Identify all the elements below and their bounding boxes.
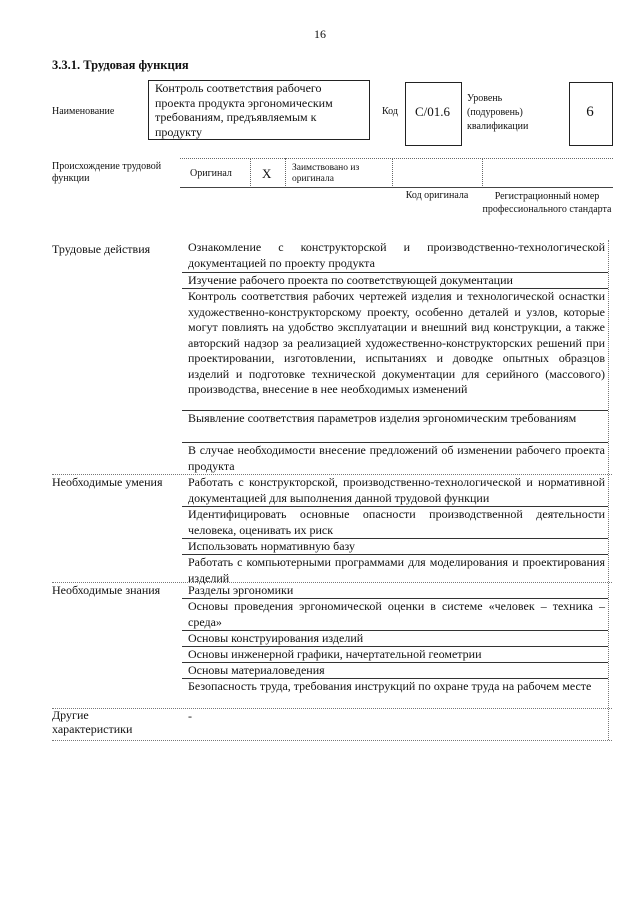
knowledge-item: Основы проведения эргономической оценки в системе «человек – техника – среда»	[188, 599, 605, 629]
knowledge-item: Основы конструирования изделий	[188, 631, 364, 645]
code-value: C/01.6	[414, 104, 451, 119]
table-bottom-line	[52, 740, 612, 741]
origin-separator	[285, 158, 286, 186]
knowledge-item: Разделы эргономики	[188, 583, 294, 597]
origin-row	[180, 158, 613, 188]
origin-borrowed: Заимствовано из оригинала	[292, 163, 360, 184]
original-code-label: Код оригинала	[405, 190, 469, 201]
knowledge-label: Необходимые знания	[52, 583, 161, 597]
knowledge-item: Основы материаловедения	[188, 663, 325, 677]
registration-number-label: Регистрационный номер профессионального стандарта	[482, 191, 612, 215]
table-right-border	[608, 240, 609, 740]
other-label: Другие характеристики	[52, 708, 133, 736]
origin-separator	[482, 158, 483, 186]
skill-item: Использовать нормативную базу	[188, 539, 356, 553]
origin-separator	[392, 158, 393, 186]
action-item: В случае необходимости внесение предложений об изменении рабочего проекта продукта	[188, 443, 605, 473]
skills-label: Необходимые умения	[52, 475, 163, 489]
code-label: Код	[382, 106, 398, 117]
level-label: Уровень (подуровень) квалификации	[467, 93, 529, 132]
action-item: Выявление соответствия параметров изделия эргономическим требованиям	[188, 411, 577, 425]
skill-item: Работать с конструкторской, производственно-технологической и нормативной документацией для выполнения данной трудовой функции	[188, 475, 605, 505]
origin-label: Происхождение трудовой функции	[52, 161, 162, 184]
function-name: Контроль соответствия рабочего проекта продукта эргономическим требованиям, предъявляемым к продукту	[155, 81, 333, 139]
origin-separator	[250, 158, 251, 186]
skill-item: Идентифицировать основные опасности производственной деятельности человека, оценивать их риск	[188, 507, 605, 537]
knowledge-item: Основы инженерной графики, начертательной геометрии	[188, 647, 482, 661]
section-title: 3.3.1. Трудовая функция	[52, 58, 189, 72]
page-number: 16	[314, 27, 326, 41]
origin-original: Оригинал	[190, 168, 232, 179]
skill-item: Работать с компьютерными программами для моделирования и проектирования изделий	[188, 555, 605, 585]
actions-label: Трудовые действия	[52, 242, 151, 256]
other-value: -	[188, 709, 192, 723]
action-item: Изучение рабочего проекта по соответствующей документации	[188, 273, 513, 287]
knowledge-item: Безопасность труда, требования инструкций по охране труда на рабочем месте	[188, 679, 592, 693]
name-label: Наименование	[52, 106, 115, 117]
origin-mark: X	[262, 166, 272, 181]
action-item: Контроль соответствия рабочих чертежей изделия и технологической оснастки художественно-конструкторскому проекту, особенно деталей и узлов, которые могут повлиять на удобство эксплуатации и внешний вид конструкции, а также авторский надзор за реализацией художественно-конструкторских решений при проектировании, изготовлении, испытаниях и доводке опытных образцов изделий и подготовке технической документации для серийного (массового) производства, внесение в нее необходимых изменений	[188, 289, 605, 396]
level-value: 6	[586, 104, 594, 120]
action-item: Ознакомление с конструкторской и производственно-технологической документацией по проекту продукта	[188, 240, 605, 270]
